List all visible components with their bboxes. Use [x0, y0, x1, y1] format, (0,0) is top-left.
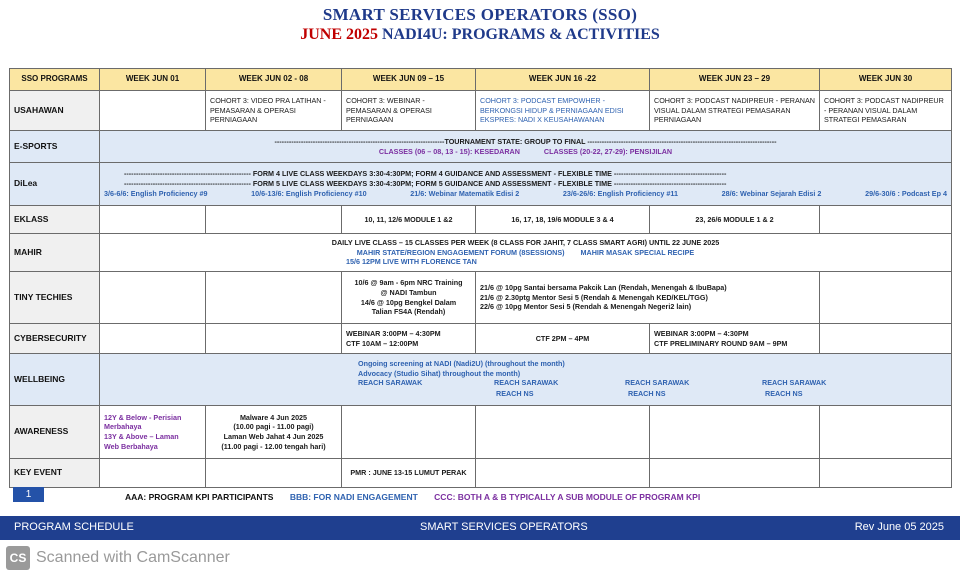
- cell-usahawan-w1: [100, 91, 206, 131]
- program-label-mahir: MAHIR: [10, 234, 100, 272]
- cell-key-w1: [100, 459, 206, 488]
- column-header-week-jun-16-22: WEEK JUN 16 -22: [476, 69, 650, 91]
- cell-cyber-w3: [342, 324, 476, 354]
- cell-eklass-w2: [206, 206, 342, 234]
- cell-cyber-w2: [206, 324, 342, 354]
- tiny-w45-line: 22/6 @ 10pg Mentor Sesi 5 (Rendah & Menengah Negeri2 lain): [480, 302, 692, 312]
- footer-program-schedule: PROGRAM SCHEDULE: [14, 521, 134, 533]
- dilea-items: [104, 189, 947, 199]
- dilea-item: 10/6-13/6: English Proficiency #10: [251, 188, 367, 198]
- awareness-w1-line: Merbahaya: [104, 422, 142, 432]
- reach-sarawak: REACH SARAWAK: [358, 378, 423, 388]
- cell-awareness-w2: [206, 406, 342, 459]
- document-subtitle: [0, 26, 960, 44]
- cell-usahawan-w6: COHORT 3: PODCAST NADIPREUR - PERANAN VISUAL DALAM STRATEGI PEMASARAN: [820, 91, 952, 131]
- row-dilea: [10, 163, 952, 206]
- row-awareness: [10, 406, 952, 459]
- camscanner-logo-icon: CS: [6, 546, 30, 570]
- column-header-programs: SSO PROGRAMS: [10, 69, 100, 91]
- tiny-w45-line: 21/6 @ 10pg Santai bersama Pakcik Lan (Rendah, Menengah & IbuBapa): [480, 282, 727, 292]
- row-esports: [10, 131, 952, 163]
- cell-key-w5: [650, 459, 820, 488]
- cell-tiny-w4-w5: [476, 272, 820, 324]
- dilea-item: 3/6-6/6: English Proficiency #9: [104, 188, 208, 198]
- scanner-text: Scanned with CamScanner: [36, 549, 230, 566]
- awareness-w2-line: (10.00 pagi - 11.00 pagi): [233, 422, 314, 432]
- cell-cyber-w6: [820, 324, 952, 354]
- cell-key-w3: PMR : JUNE 13-15 LUMUT PERAK: [342, 459, 476, 488]
- cell-usahawan-w3: COHORT 3: WEBINAR - PEMASARAN & OPERASI PERNIAGAAN: [342, 91, 476, 131]
- subtitle-month: JUNE 2025: [300, 26, 378, 43]
- awareness-w2-line: Malware 4 Jun 2025: [239, 412, 308, 422]
- esports-tournament-line: -----------------------------------------------------------------------TOURNAMENT STATE: GROUP TO FINAL -------------------------------------------------------------------------------: [274, 136, 777, 146]
- dilea-item: 21/6: Webinar Matematik Edisi 2: [410, 188, 520, 198]
- cell-tiny-w6: [820, 272, 952, 324]
- esports-classes-line: [104, 147, 947, 157]
- legend-ccc: CCC: BOTH A & B TYPICALLY A SUB MODULE OF PROGRAM KPI: [434, 492, 701, 502]
- cell-tiny-w1: [100, 272, 206, 324]
- cell-cyber-w1: [100, 324, 206, 354]
- cell-wellbeing-span: [100, 354, 952, 406]
- awareness-w2-line: (11.00 pagi - 12.00 tengah hari): [221, 441, 326, 451]
- mahir-engagement-line: [104, 248, 947, 258]
- cell-mahir-span: [100, 234, 952, 272]
- awareness-w1-line: Web Berbahaya: [104, 441, 158, 451]
- cell-tiny-w2: [206, 272, 342, 324]
- cell-dilea-span: [100, 163, 952, 206]
- cell-eklass-w1: [100, 206, 206, 234]
- column-header-week-jun-09-15: WEEK JUN 09 – 15: [342, 69, 476, 91]
- mahir-daily-class-line: DAILY LIVE CLASS – 15 CLASSES PER WEEK (8 CLASS FOR JAHIT, 7 CLASS SMART AGRI) UNTIL 22 JUNE 2025: [331, 237, 720, 247]
- wellbeing-advocacy-line: Advocacy (Studio Sihat) throughout the month): [358, 368, 521, 378]
- cyber-w5-line: CTF PRELIMINARY ROUND 9AM – 9PM: [654, 338, 788, 348]
- dilea-item: 29/6-30/6 : Podcast Ep 4: [865, 188, 947, 198]
- cell-key-w6: [820, 459, 952, 488]
- legend: [125, 492, 714, 502]
- esports-classes-kesedaran: CLASSES (06 – 08, 13 - 15): KESEDARAN: [378, 146, 520, 156]
- row-wellbeing: [10, 354, 952, 406]
- awareness-w1-line: 12Y & Below - Perisian: [104, 412, 182, 422]
- wellbeing-reach-block: [104, 378, 947, 400]
- program-label-usahawan: USAHAWAN: [10, 91, 100, 131]
- tiny-w3-line: 14/6 @ 10pg Bengkel Dalam: [360, 297, 457, 307]
- cyber-w3-line: CTF 10AM – 12:00PM: [346, 338, 419, 348]
- cell-eklass-w4: 16, 17, 18, 19/6 MODULE 3 & 4: [476, 206, 650, 234]
- cell-awareness-w6: [820, 406, 952, 459]
- esports-classes-pensijilan: CLASSES (20-22, 27-29): PENSIJILAN: [543, 146, 673, 156]
- reach-ns: REACH NS: [496, 389, 534, 399]
- mahir-forum: MAHIR STATE/REGION ENGAGEMENT FORUM (8SESSIONS): [356, 247, 565, 257]
- cell-esports-span: [100, 131, 952, 163]
- page-number: 1: [13, 487, 44, 502]
- program-label-esports: E-SPORTS: [10, 131, 100, 163]
- subtitle-rest: NADI4U: PROGRAMS & ACTIVITIES: [381, 26, 660, 43]
- column-header-week-jun-02-08: WEEK JUN 02 - 08: [206, 69, 342, 91]
- dilea-form4-line: ----------------------------------------------------- FORM 4 LIVE CLASS WEEKDAYS 3:30-4:30PM; FORM 4 GUIDANCE AND ASSESSMENT - FLEXIBLE TIME -----------------------------------------------: [124, 169, 727, 179]
- cell-key-w4: [476, 459, 650, 488]
- reach-ns: REACH NS: [628, 389, 666, 399]
- cell-eklass-w3: 10, 11, 12/6 MODULE 1 &2: [342, 206, 476, 234]
- footer-bar: [0, 516, 960, 540]
- cell-awareness-w1: [100, 406, 206, 459]
- cell-cyber-w4: CTF 2PM – 4PM: [476, 324, 650, 354]
- program-label-wellbeing: WELLBEING: [10, 354, 100, 406]
- reach-sarawak: REACH SARAWAK: [625, 378, 690, 388]
- document-title: SMART SERVICES OPERATORS (SSO): [322, 5, 638, 24]
- column-header-week-jun-23-29: WEEK JUN 23 – 29: [650, 69, 820, 91]
- program-label-key-event: KEY EVENT: [10, 459, 100, 488]
- cyber-w5-line: WEBINAR 3:00PM – 4:30PM: [654, 328, 749, 338]
- program-label-cybersecurity: CYBERSECURITY: [10, 324, 100, 354]
- legend-aaa: AAA: PROGRAM KPI PARTICIPANTS: [125, 492, 274, 502]
- row-usahawan: [10, 91, 952, 131]
- awareness-w1-line: 13Y & Above – Laman: [104, 432, 179, 441]
- wellbeing-screening-line: Ongoing screening at NADI (Nadi2U) (throughout the month): [358, 358, 565, 368]
- mahir-live-line: 15/6 12PM LIVE WITH FLORENCE TAN: [346, 257, 477, 267]
- reach-ns: REACH NS: [765, 389, 803, 399]
- cyber-w3-line: WEBINAR 3:00PM – 4:30PM: [346, 328, 441, 338]
- reach-sarawak: REACH SARAWAK: [762, 378, 827, 388]
- footer-revision: Rev June 05 2025: [854, 521, 944, 533]
- row-key-event: [10, 459, 952, 488]
- column-header-week-jun-30: WEEK JUN 30: [820, 69, 952, 91]
- cell-awareness-w3: [342, 406, 476, 459]
- program-label-awareness: AWARENESS: [10, 406, 100, 459]
- cell-eklass-w6: [820, 206, 952, 234]
- cell-eklass-w5: 23, 26/6 MODULE 1 & 2: [650, 206, 820, 234]
- awareness-w2-line: Laman Web Jahat 4 Jun 2025: [223, 432, 324, 441]
- dilea-item: 23/6-26/6: English Proficiency #11: [562, 188, 678, 198]
- cell-cyber-w5: [650, 324, 820, 354]
- header-row: [10, 69, 952, 91]
- cell-awareness-w5: [650, 406, 820, 459]
- cell-tiny-w3: [342, 272, 476, 324]
- tiny-w3-line: @ NADI Tambun: [380, 287, 437, 297]
- tiny-w3-line: 10/6 @ 9am - 6pm NRC Training: [354, 278, 463, 288]
- row-cybersecurity: [10, 324, 952, 354]
- row-tiny-techies: [10, 272, 952, 324]
- tiny-w3-line: Talian FS4A (Rendah): [371, 307, 446, 317]
- schedule-table: [9, 68, 952, 488]
- program-label-dilea: DiLea: [10, 163, 100, 206]
- cell-key-w2: [206, 459, 342, 488]
- dilea-form5-line: ----------------------------------------------------- FORM 5 LIVE CLASS WEEKDAYS 3:30-4:30PM; FORM 5 GUIDANCE AND ASSESSMENT - FLEXIBLE TIME -----------------------------------------------: [124, 179, 727, 189]
- cell-usahawan-w4: COHORT 3: PODCAST EMPOWHER - BERKONGSI HIDUP & PERNIAGAAN EDISI EKSPRES: NADI X KEUSAHAWANAN: [476, 91, 650, 131]
- program-label-tiny-techies: TINY TECHIES: [10, 272, 100, 324]
- dilea-item: 28/6: Webinar Sejarah Edisi 2: [721, 188, 822, 198]
- cell-awareness-w4: [476, 406, 650, 459]
- reach-sarawak: REACH SARAWAK: [494, 378, 559, 388]
- mahir-masak: MAHIR MASAK SPECIAL RECIPE: [580, 247, 695, 257]
- column-header-week-jun-01: WEEK JUN 01: [100, 69, 206, 91]
- cell-usahawan-w2: COHORT 3: VIDEO PRA LATIHAN - PEMASARAN & OPERASI PERNIAGAAN: [206, 91, 342, 131]
- scanner-watermark: [6, 545, 230, 571]
- row-eklass: [10, 206, 952, 234]
- row-mahir: [10, 234, 952, 272]
- legend-bbb: BBB: FOR NADI ENGAGEMENT: [289, 492, 418, 502]
- tiny-w45-line: 21/6 @ 2.30ptg Mentor Sesi 5 (Rendah & Menengah KED/KEL/TGG): [480, 292, 708, 302]
- footer-organization: SMART SERVICES OPERATORS: [420, 521, 588, 533]
- program-label-eklass: EKLASS: [10, 206, 100, 234]
- cell-usahawan-w5: COHORT 3: PODCAST NADIPREUR - PERANAN VISUAL DALAM STRATEGI PEMASARAN PERNIAGAAN: [650, 91, 820, 131]
